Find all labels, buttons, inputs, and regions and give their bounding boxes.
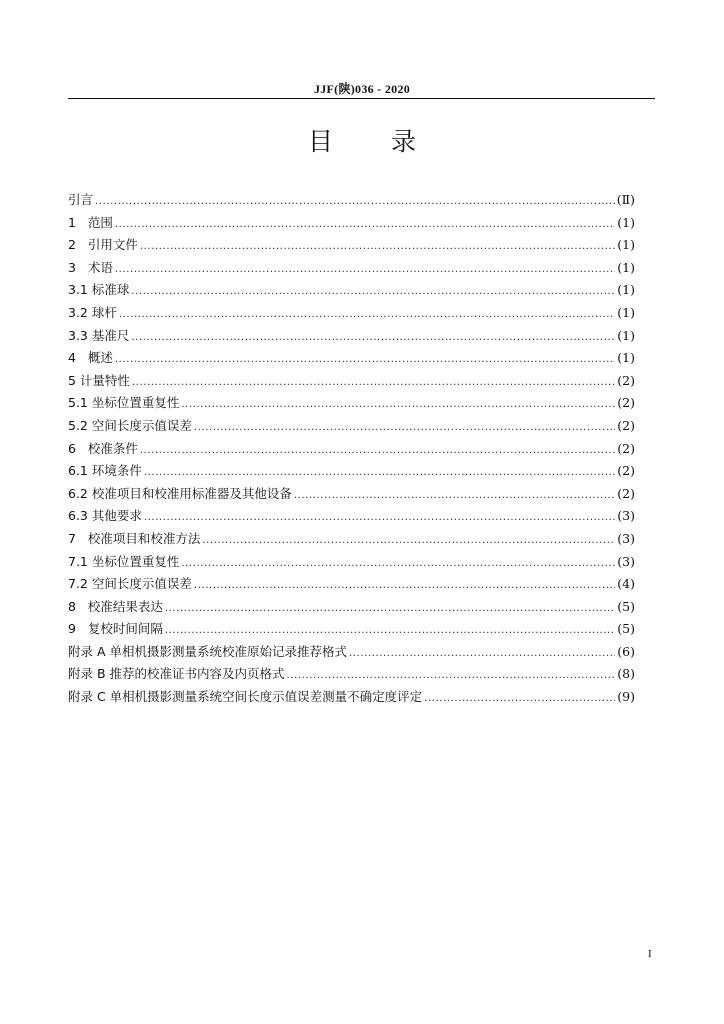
toc-leader-dots: [115, 264, 615, 275]
toc-entry[interactable]: [68, 235, 635, 258]
toc-leader-dots: [165, 625, 615, 636]
toc-entry[interactable]: [68, 484, 635, 507]
toc-entry-label: 附录 C 单相机摄影测量系统空间长度示值误差测量不确定度评定: [68, 689, 423, 705]
toc-entry-label: 6.3 其他要求: [68, 508, 142, 524]
toc-entry-label: 7 校准项目和校准方法: [68, 530, 201, 546]
toc-entry[interactable]: [68, 552, 635, 575]
toc-leader-dots: [294, 490, 615, 501]
toc-entry-page: (1): [617, 304, 635, 320]
toc-leader-dots: [140, 241, 615, 252]
toc-leader-dots: [181, 399, 615, 410]
toc-entry-page: (4): [617, 576, 635, 592]
toc-entry[interactable]: [68, 326, 635, 349]
toc-entry-label: 1 范围: [68, 214, 113, 230]
table-of-contents: [68, 190, 635, 710]
toc-entry-page: (5): [617, 598, 635, 614]
toc-entry-page: (5): [617, 621, 635, 637]
header-rule: [68, 98, 655, 99]
toc-entry-label: 6 校准条件: [68, 440, 138, 456]
toc-entry[interactable]: [68, 348, 635, 371]
toc-entry[interactable]: [68, 687, 635, 710]
toc-entry[interactable]: [68, 416, 635, 439]
toc-leader-dots: [165, 603, 615, 614]
toc-entry-label: 7.2 空间长度示值误差: [68, 576, 192, 592]
toc-entry-label: 附录 B 推荐的校准证书内容及内页格式: [68, 666, 285, 682]
toc-entry-page: (2): [617, 440, 635, 456]
toc-entry-label: 9 复校时间间隔: [68, 621, 163, 637]
toc-entry-label: 引言: [68, 192, 94, 207]
toc-entry-label: 3.1 标准球: [68, 282, 130, 298]
document-code: JJF(陕)036 - 2020: [313, 82, 411, 96]
toc-entry[interactable]: [68, 461, 635, 484]
toc-entry-page: (2): [617, 372, 635, 388]
toc-entry[interactable]: [68, 506, 635, 529]
toc-entry[interactable]: [68, 642, 635, 665]
toc-entry[interactable]: [68, 439, 635, 462]
toc-entry-label: 3.3 基准尺: [68, 327, 130, 343]
toc-leader-dots: [140, 445, 615, 456]
toc-entry-page: (1): [617, 282, 635, 298]
toc-entry-label: 8 校准结果表达: [68, 598, 163, 614]
toc-entry-page: (1): [617, 237, 635, 253]
toc-leader-dots: [424, 693, 615, 704]
toc-leader-dots: [194, 580, 615, 591]
toc-entry-label: 附录 A 单相机摄影测量系统校准原始记录推荐格式: [68, 643, 347, 659]
toc-leader-dots: [115, 354, 615, 365]
toc-entry-page: (3): [617, 530, 635, 546]
toc-entry-page: (3): [617, 508, 635, 524]
toc-entry-label: 5.1 坐标位置重复性: [68, 395, 180, 411]
toc-entry[interactable]: [68, 529, 635, 552]
toc-entry-label: 5 计量特性: [68, 372, 130, 388]
toc-entry[interactable]: [68, 664, 635, 687]
toc-entry-page: (6): [617, 643, 635, 659]
toc-title: 目录: [307, 127, 474, 156]
toc-entry-page: (9): [617, 689, 635, 705]
toc-entry[interactable]: [68, 597, 635, 620]
toc-entry-label: 5.2 空间长度示值误差: [68, 417, 192, 433]
toc-entry-label: 4 概述: [68, 350, 113, 366]
toc-entry[interactable]: [68, 393, 635, 416]
toc-entry-page: (Ⅱ): [616, 192, 635, 207]
toc-entry-label: 3 术语: [68, 259, 113, 275]
toc-leader-dots: [181, 558, 615, 569]
toc-entry[interactable]: [68, 258, 635, 281]
toc-entry-page: (1): [617, 214, 635, 230]
toc-entry-page: (1): [617, 350, 635, 366]
toc-leader-dots: [131, 332, 615, 343]
toc-entry-page: (2): [617, 417, 635, 433]
toc-leader-dots: [95, 196, 615, 207]
toc-entry-page: (1): [617, 259, 635, 275]
toc-leader-dots: [202, 535, 615, 546]
toc-entry[interactable]: [68, 280, 635, 303]
toc-leader-dots: [194, 422, 615, 433]
toc-entry-label: 3.2 球杆: [68, 304, 117, 320]
toc-entry[interactable]: [68, 190, 635, 213]
toc-entry-page: (2): [617, 463, 635, 479]
toc-leader-dots: [287, 670, 616, 681]
toc-entry-page: (2): [617, 395, 635, 411]
toc-entry-label: 2 引用文件: [68, 237, 138, 253]
toc-entry-page: (1): [617, 327, 635, 343]
toc-entry-label: 6.2 校准项目和校准用标准器及其他设备: [68, 485, 292, 501]
toc-leader-dots: [119, 309, 615, 320]
toc-leader-dots: [144, 512, 615, 523]
toc-entry-label: 6.1 环境条件: [68, 463, 142, 479]
toc-entry[interactable]: [68, 619, 635, 642]
toc-entry-page: (8): [617, 666, 635, 682]
toc-entry[interactable]: [68, 213, 635, 236]
page-number: I: [648, 948, 652, 960]
toc-leader-dots: [131, 286, 615, 297]
toc-leader-dots: [115, 219, 615, 230]
toc-entry-label: 7.1 坐标位置重复性: [68, 553, 180, 569]
toc-entry[interactable]: [68, 574, 635, 597]
toc-entry-page: (2): [617, 485, 635, 501]
toc-leader-dots: [132, 377, 615, 388]
toc-entry-page: (3): [617, 553, 635, 569]
toc-entry[interactable]: [68, 371, 635, 394]
toc-entry[interactable]: [68, 303, 635, 326]
toc-leader-dots: [144, 467, 615, 478]
toc-leader-dots: [349, 648, 615, 659]
